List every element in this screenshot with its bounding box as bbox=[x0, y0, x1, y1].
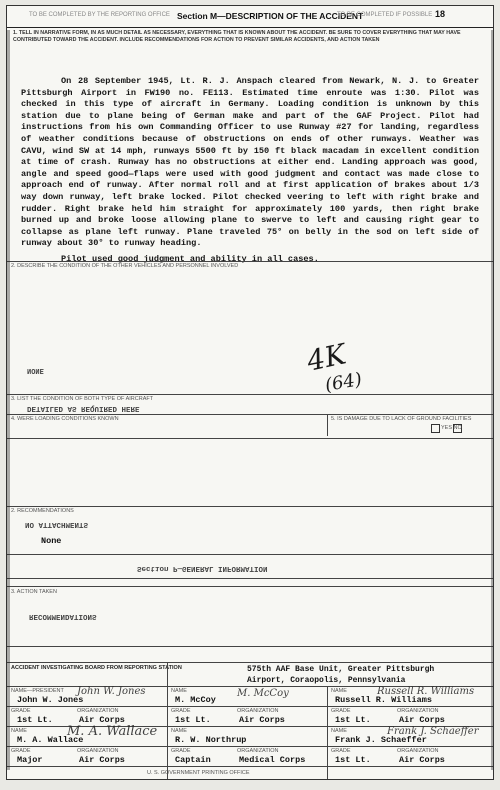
recommendations-value: None bbox=[41, 536, 62, 546]
member-grade: 1st Lt. bbox=[175, 715, 211, 725]
signature: Frank J. Schaeffer bbox=[387, 726, 479, 737]
divider bbox=[7, 578, 493, 579]
name-label: NAME bbox=[331, 728, 347, 734]
org-label: ORGANIZATION bbox=[397, 748, 439, 754]
narrative-conclusion: Pilot used good judgment and ability in all cases. bbox=[61, 253, 319, 264]
faint-label-2: 3. LIST THE CONDITION OF BOTH TYPE OF AIRCRAFT bbox=[11, 396, 154, 402]
handwritten-mark: 4K bbox=[303, 337, 349, 378]
member-org: Air Corps bbox=[79, 715, 125, 725]
scan-edge bbox=[7, 30, 10, 770]
recommendations-stamp: NO ATTACHMENTS bbox=[25, 520, 89, 528]
divider bbox=[7, 438, 493, 439]
name-president-label: NAME—PRESIDENT bbox=[11, 688, 64, 694]
station-location: Airport, Coraopolis, Pennsylvania bbox=[247, 676, 406, 685]
divider bbox=[7, 394, 493, 395]
grade-label: GRADE bbox=[11, 748, 31, 754]
faint-label-1: 2. DESCRIBE THE CONDITION OF THE OTHER VEHICLES AND PERSONNEL INVOLVED bbox=[11, 263, 239, 269]
member-org: Medical Corps bbox=[239, 755, 306, 765]
yes-checkbox[interactable] bbox=[431, 424, 440, 433]
checkbox-labels: YES NO bbox=[441, 425, 462, 431]
name-label: NAME bbox=[331, 688, 347, 694]
member-grade: Captain bbox=[175, 755, 211, 765]
name-label: NAME bbox=[171, 728, 187, 734]
narrative-instructions: 1. TELL IN NARRATIVE FORM, IN AS MUCH DETAIL AS NECESSARY, EVERYTHING THAT IS KNOWN ABOUT THE ACCIDENT. BE SURE TO COVER EVERYTHING THAT MAY HAVE CONTRIBUTED TOWARD THE ACCIDENT. INCLUDE RECOMMENDATIONS FOR ACTION TO PREVENT SIMILAR ACCIDENTS, AND ACTION TAKEN bbox=[13, 30, 461, 43]
grade-label: GRADE bbox=[11, 708, 31, 714]
member-name: Frank J. Schaeffer bbox=[335, 735, 427, 745]
weather-stamp: DETAILED AS REQUIRED HERE bbox=[27, 404, 140, 412]
action-taken-stamp: RECOMMENDATIONS bbox=[29, 612, 97, 620]
org-label: ORGANIZATION bbox=[77, 708, 119, 714]
section-header bbox=[7, 6, 493, 28]
divider bbox=[7, 506, 493, 507]
org-label: ORGANIZATION bbox=[77, 748, 119, 754]
signature: M. McCoy bbox=[237, 688, 289, 699]
handwritten-code: (64) bbox=[323, 368, 364, 397]
member-grade: 1st Lt. bbox=[335, 755, 371, 765]
signature: Russell R. Williams bbox=[377, 686, 475, 697]
member-name: R. W. Northrup bbox=[175, 735, 247, 745]
narrative-paragraph: On 28 September 1945, Lt. R. J. Anspach cleared from Newark, N. J. to Greater Pittsburgh Airport in FW190 no. FE113. Estimated time enroute was 1:30. Pilot was checked in this type of aircraft in Germany. Loading condition is unknown by this station due to plane being of German make and part of the GAF Project. Pilot had instructions from his own Commanding Officer to use Runway #27 for landing, regardless of weather conditions because of obstructions on ends of other runways. Weather was CAVU, wind SW at 14 mph, runways 5500 ft by 150 ft black macadam in excellent condition at time of crash. Runway has no obstructions at either end. Landing approach was good, angle and speed good—flaps were used with good judgment and contact was made close to approach end of runway. After normal roll and at first application of brakes about 1/3 way down runway, left brake locked. Pilot checked veering to left with right brake and rudder. Right brake held him straight for approximately 100 yards, then right brake burned up and broke loose allowing plane to swerve to left and causing right gear to collapse as plane left runway. Plane traveled 75° on belly in the sod on left side of runway about 30° to runway heading. bbox=[21, 76, 479, 249]
org-label: ORGANIZATION bbox=[237, 748, 279, 754]
grade-label: GRADE bbox=[331, 748, 351, 754]
faint-label-4: 5. IS DAMAGE DUE TO LACK OF GROUND FACILITIES bbox=[331, 416, 472, 422]
member-org: Air Corps bbox=[239, 715, 285, 725]
faint-label-3: 4. WERE LOADING CONDITIONS KNOWN bbox=[11, 416, 119, 422]
action-taken-label: 3. ACTION TAKEN bbox=[11, 589, 57, 595]
divider bbox=[7, 646, 493, 647]
name-label: NAME bbox=[171, 688, 187, 694]
printing-office-footer: U. S. GOVERNMENT PRINTING OFFICE bbox=[147, 770, 250, 776]
divider bbox=[7, 554, 493, 555]
member-name: M. McCoy bbox=[175, 695, 216, 705]
org-label: ORGANIZATION bbox=[397, 708, 439, 714]
divider bbox=[7, 414, 493, 415]
member-name: Russell R. Williams bbox=[335, 695, 432, 705]
member-grade: 1st Lt. bbox=[335, 715, 371, 725]
station-name: 575th AAF Base Unit, Greater Pittsburgh bbox=[247, 665, 435, 674]
member-grade: Major bbox=[17, 755, 43, 765]
header-faded-left: TO BE COMPLETED BY THE REPORTING OFFICE bbox=[29, 12, 170, 18]
member-name: John W. Jones bbox=[17, 695, 84, 705]
accident-report-page bbox=[6, 5, 494, 780]
member-grade: 1st Lt. bbox=[17, 715, 53, 725]
member-org: Air Corps bbox=[79, 755, 125, 765]
page-mark: 18 bbox=[435, 9, 446, 19]
signature: M. A. Wallace bbox=[67, 724, 158, 739]
general-info-title: Section P—GENERAL INFORMATION bbox=[137, 564, 268, 572]
signature: John W. Jones bbox=[77, 686, 146, 697]
board-title: ACCIDENT INVESTIGATING BOARD FROM REPORTING STATION bbox=[11, 665, 182, 671]
recommendations-label: 2. RECOMMENDATIONS bbox=[11, 508, 74, 514]
grade-label: GRADE bbox=[171, 708, 191, 714]
divider bbox=[7, 261, 493, 262]
scan-edge bbox=[491, 30, 493, 770]
grade-label: GRADE bbox=[331, 708, 351, 714]
member-org: Air Corps bbox=[399, 715, 445, 725]
member-org: Air Corps bbox=[399, 755, 445, 765]
member-name: M. A. Wallace bbox=[17, 735, 84, 745]
org-label: ORGANIZATION bbox=[237, 708, 279, 714]
section-title: Section M—DESCRIPTION OF THE ACCIDENT bbox=[177, 11, 364, 21]
stamp-none: NONE bbox=[27, 366, 44, 374]
divider bbox=[7, 662, 493, 663]
accident-narrative bbox=[21, 76, 479, 266]
name-label: NAME bbox=[11, 728, 27, 734]
divider bbox=[7, 586, 493, 587]
header-faded-right: TO BE COMPLETED IF POSSIBLE bbox=[337, 12, 433, 18]
grade-label: GRADE bbox=[171, 748, 191, 754]
